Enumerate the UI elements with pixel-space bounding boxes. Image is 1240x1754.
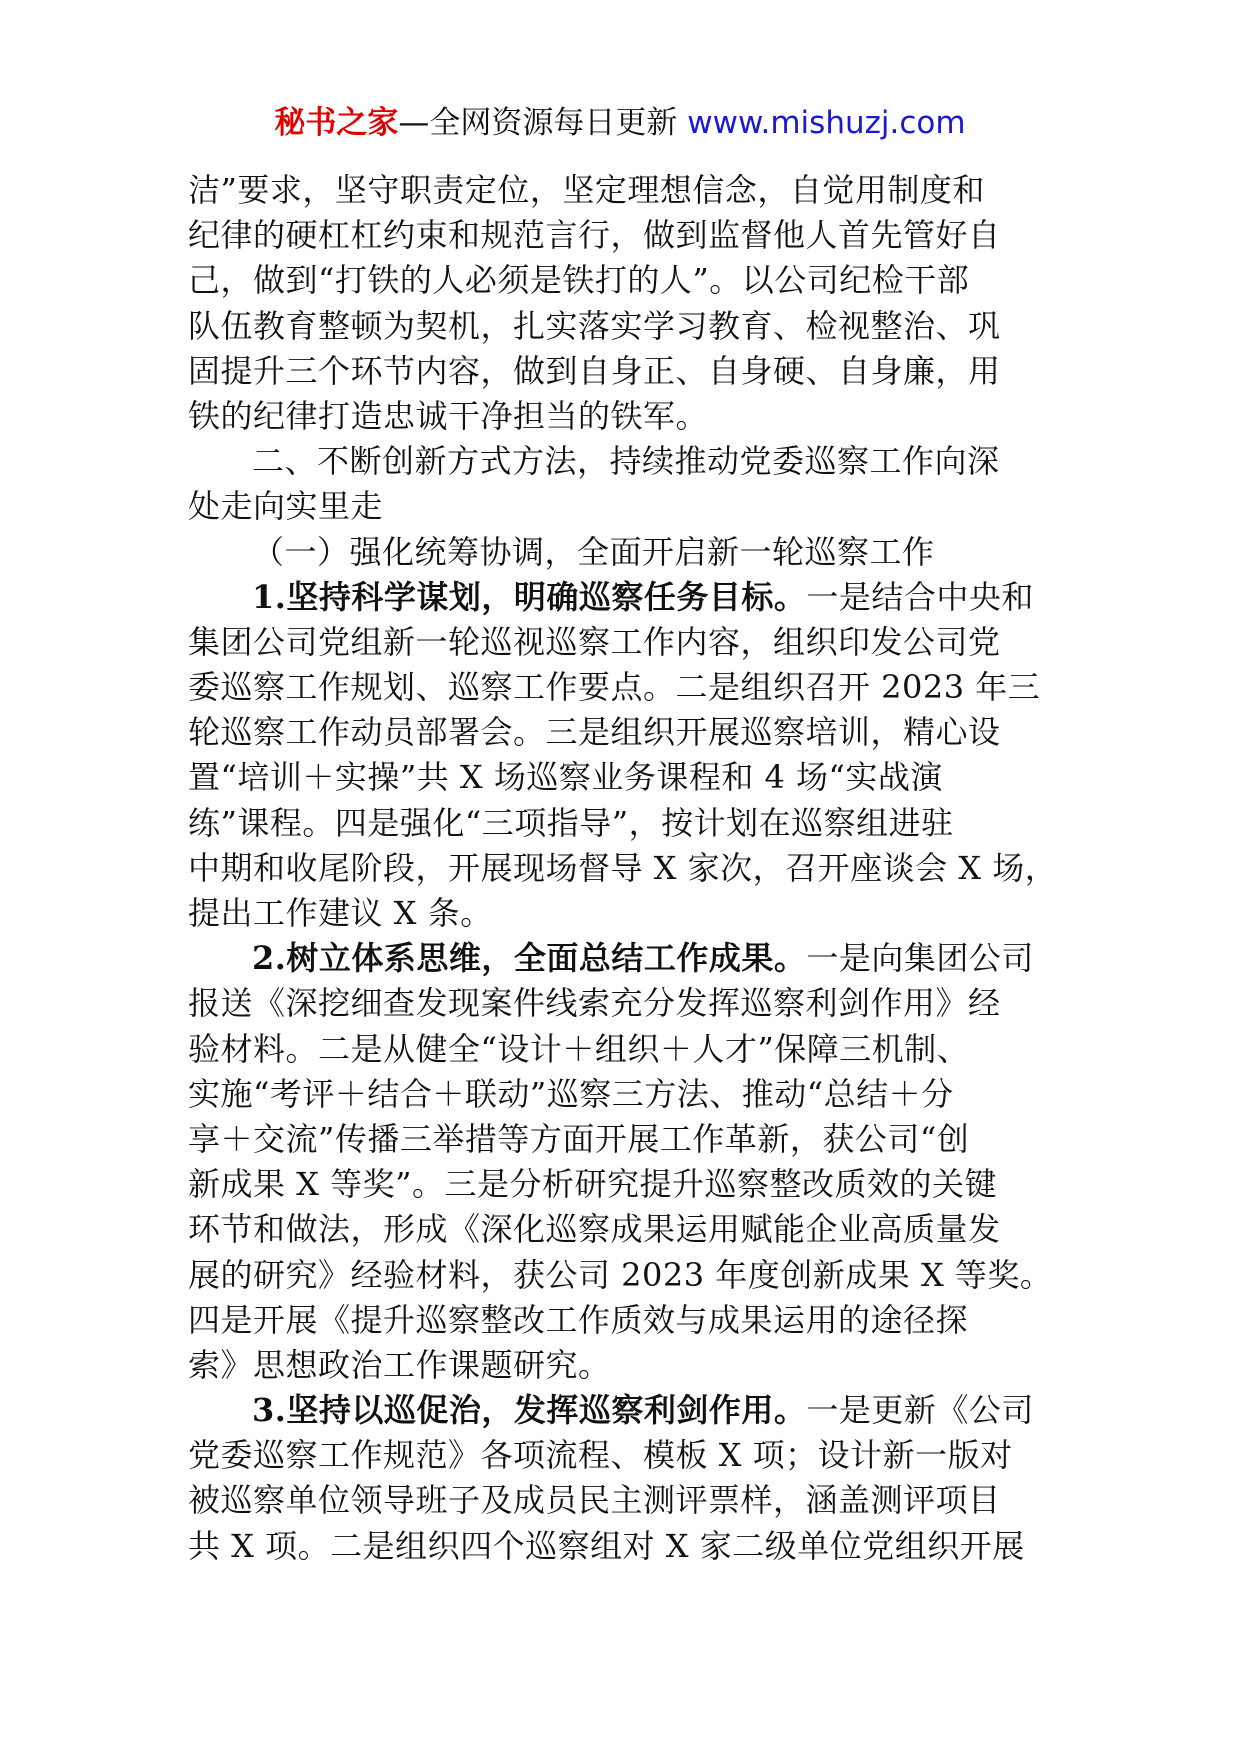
document-body: [188, 168, 1058, 1569]
site-header: [0, 100, 1240, 146]
text-line: [188, 1478, 1058, 1523]
text-line: [188, 891, 1058, 936]
line-text: 一是更新《公司: [806, 1391, 1034, 1430]
line-text: 队伍教育整顿为契机，扎实落实学习教育、检视整治、巩: [188, 306, 1001, 345]
line-text: 环节和做法，形成《深化巡察成果运用赋能企业高质量发: [188, 1210, 1001, 1249]
text-line: [188, 1433, 1058, 1478]
line-text: 纪律的硬杠杠约束和规范言行，做到监督他人首先管好自: [188, 216, 1001, 255]
text-line: [188, 1027, 1058, 1072]
line-text: 一是向集团公司: [806, 939, 1034, 978]
text-line: [188, 620, 1058, 665]
line-text: 练”课程。四是强化“三项指导”，按计划在巡察组进驻: [188, 803, 954, 842]
text-line: [188, 575, 1058, 620]
text-line: [188, 981, 1058, 1026]
text-line: [188, 1298, 1058, 1343]
line-text: 己，做到“打铁的人必须是铁打的人”。以公司纪检干部: [188, 261, 970, 300]
text-line: [188, 1388, 1058, 1433]
text-line: [188, 710, 1058, 755]
line-text: 索》思想政治工作课题研究。: [188, 1345, 611, 1384]
text-line: [188, 394, 1058, 439]
line-text: 被巡察单位领导班子及成员民主测评票样，涵盖测评项目: [188, 1481, 1001, 1520]
text-line: [188, 665, 1058, 710]
line-text: 轮巡察工作动员部署会。三是组织开展巡察培训，精心设: [188, 713, 1001, 752]
brand-name: 秘书之家: [274, 105, 399, 141]
text-line: [188, 1162, 1058, 1207]
text-line: [188, 349, 1058, 394]
line-text: 处走向实里走: [188, 487, 384, 526]
bold-heading: 2.树立体系思维，全面总结工作成果。: [252, 939, 807, 978]
text-line: [188, 1343, 1058, 1388]
line-text: 享＋交流”传播三举措等方面开展工作革新，获公司“创: [188, 1119, 970, 1158]
line-text: 置“培训＋实操”共 X 场巡察业务课程和 4 场“实战演: [188, 758, 943, 797]
line-text: 铁的纪律打造忠诚干净担当的铁军。: [188, 396, 709, 435]
line-text: 展的研究》经验材料，获公司 2023 年度创新成果 X 等奖。: [188, 1255, 1053, 1294]
line-text: 委巡察工作规划、巡察工作要点。二是组织召开 2023 年三: [188, 668, 1041, 707]
line-text: 新成果 X 等奖”。三是分析研究提升巡察整改质效的关键: [188, 1165, 997, 1204]
header-tagline: —全网资源每日更新: [398, 105, 688, 141]
text-line: [188, 1117, 1058, 1162]
text-line: [188, 936, 1058, 981]
line-text: （一）强化统筹协调，全面开启新一轮巡察工作: [252, 532, 935, 571]
text-line: [188, 1253, 1058, 1298]
text-line: [188, 846, 1058, 891]
text-line: [188, 213, 1058, 258]
text-line: [188, 1072, 1058, 1117]
text-line: [188, 439, 1058, 484]
line-text: 洁”要求，坚守职责定位，坚定理想信念，自觉用制度和: [188, 171, 985, 209]
line-text: 提出工作建议 X 条。: [188, 894, 493, 932]
bold-heading: 1.坚持科学谋划，明确巡察任务目标。: [252, 577, 807, 616]
text-line: [188, 258, 1058, 303]
line-text: 四是开展《提升巡察整改工作质效与成果运用的途径探: [188, 1300, 969, 1339]
line-text: 一是结合中央和: [806, 577, 1034, 616]
text-line: [188, 530, 1058, 575]
line-text: 集团公司党组新一轮巡视巡察工作内容，组织印发公司党: [188, 622, 1001, 661]
line-text: 共 X 项。二是组织四个巡察组对 X 家二级单位党组织开展: [188, 1526, 1025, 1565]
text-line: [188, 168, 1058, 213]
text-line: [188, 801, 1058, 846]
text-line: [188, 1207, 1058, 1252]
text-line: [188, 304, 1058, 349]
line-text: 验材料。二是从健全“设计＋组织＋人才”保障三机制、: [188, 1029, 970, 1068]
website-url[interactable]: www.mishuzj.com: [687, 105, 966, 141]
line-text: 中期和收尾阶段，开展现场督导 X 家次，召开座谈会 X 场，: [188, 848, 1058, 887]
text-line: [188, 755, 1058, 800]
line-text: 二、不断创新方式方法，持续推动党委巡察工作向深: [252, 442, 1000, 481]
bold-heading: 3.坚持以巡促治，发挥巡察利剑作用。: [252, 1391, 807, 1430]
line-text: 固提升三个环节内容，做到自身正、自身硬、自身廉，用: [188, 351, 1001, 390]
line-text: 党委巡察工作规范》各项流程、模板 X 项；设计新一版对: [188, 1436, 1013, 1475]
line-text: 实施“考评＋结合＋联动”巡察三方法、推动“总结＋分: [188, 1074, 954, 1113]
text-line: [188, 484, 1058, 529]
text-line: [188, 1524, 1058, 1569]
line-text: 报送《深挖细查发现案件线索充分发挥巡察利剑作用》经: [188, 984, 1001, 1023]
